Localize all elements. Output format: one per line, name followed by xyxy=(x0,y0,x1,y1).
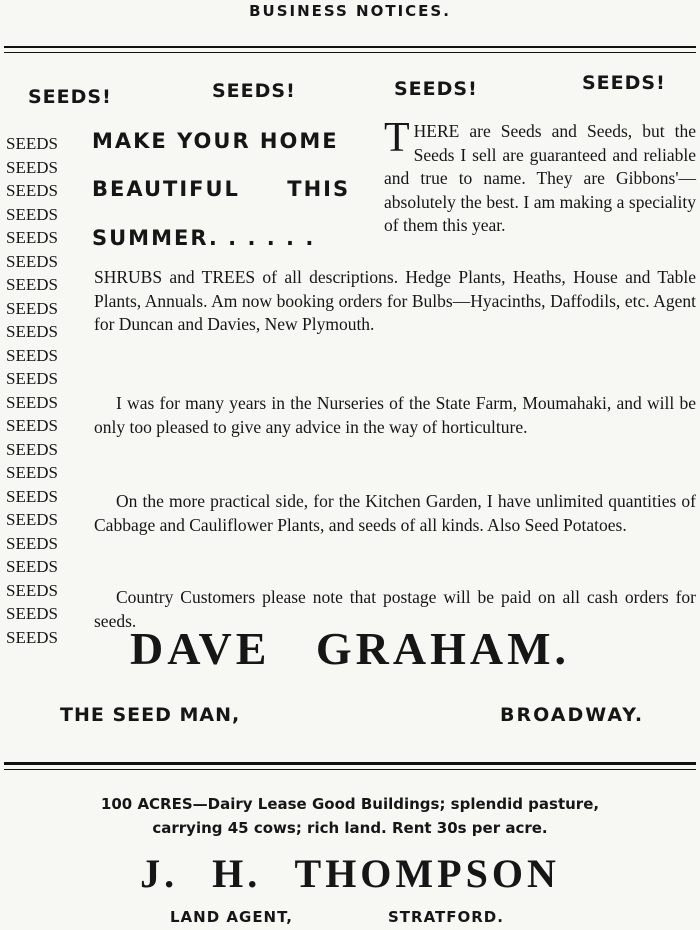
seeds-side-column xyxy=(6,132,86,649)
agent-location: STRATFORD. xyxy=(388,908,504,926)
intro-text: HERE are Seeds and Seeds, but the Seeds I sell are guaranteed and reliable and true to name. They are Gibbons'—absolutely the best. I am making a speciality of them this year. xyxy=(384,121,696,235)
seeds-side-item: SEEDS xyxy=(6,275,58,294)
top-rule-thin xyxy=(4,52,696,53)
agent-title: LAND AGENT, xyxy=(170,908,293,926)
headline-line-2: BEAUTIFUL THIS xyxy=(92,177,351,201)
seeds-side-item: SEEDS xyxy=(6,228,58,247)
seeds-side-item: SEEDS xyxy=(6,322,58,341)
intro-paragraph xyxy=(384,115,696,238)
seeds-side-item: SEEDS xyxy=(6,157,58,177)
seeds-side-item: SEEDS xyxy=(6,181,58,200)
intro-dropcap: T xyxy=(384,115,410,161)
nurseries-paragraph: I was for many years in the Nurseries of the State Farm, Moumahaki, and will be only too pleased to give any advice in the way of horticulture. xyxy=(94,393,696,437)
seeds-side-item: SEEDS xyxy=(6,298,58,318)
seeds-side-item: SEEDS xyxy=(6,604,58,623)
seeds-side-item: SEEDS xyxy=(6,392,58,412)
land-ad-line-2: carrying 45 cows; rich land. Rent 30s per acre. xyxy=(152,819,548,837)
seeds-side-item: SEEDS xyxy=(6,369,58,388)
divider-rule xyxy=(4,762,696,765)
kitchen-paragraph: On the more practical side, for the Kitchen Garden, I have unlimited quantities of Cabbage and Cauliflower Plants, and seeds of all kinds. Also Seed Potatoes. xyxy=(94,491,696,535)
seeds-side-item: SEEDS xyxy=(6,510,58,529)
seeds-side-item: SEEDS xyxy=(6,486,58,506)
seeds-side-item: SEEDS xyxy=(6,580,58,600)
section-header: BUSINESS NOTICES. xyxy=(249,2,451,20)
seeds-top-1: SEEDS! xyxy=(28,86,112,108)
land-ad-line-1: 100 ACRES—Dairy Lease Good Buildings; splendid pasture, xyxy=(100,795,600,813)
seeds-side-item: SEEDS xyxy=(6,416,58,435)
shrubs-paragraph: SHRUBS and TREES of all descriptions. Hedge Plants, Heaths, House and Table Plants, Annuals. Am now booking orders for Bulbs—Hyacinths, Daffodils, etc. Agent for Duncan and Davies, New Plymouth. xyxy=(94,267,696,334)
advertiser-name: DAVE GRAHAM. xyxy=(129,623,571,674)
seeds-side-item: SEEDS xyxy=(6,204,58,224)
seeds-top-3: SEEDS! xyxy=(394,78,478,100)
seeds-top-2: SEEDS! xyxy=(212,80,296,102)
seeds-top-4: SEEDS! xyxy=(582,72,666,94)
headline-line-1: MAKE YOUR HOME xyxy=(92,129,339,153)
seeds-side-item: SEEDS xyxy=(6,251,58,271)
headline-line-3: SUMMER. . . . . . xyxy=(92,226,316,250)
seeds-side-item: SEEDS xyxy=(6,439,58,459)
seeds-side-item: SEEDS xyxy=(6,345,58,365)
seeds-side-item: SEEDS xyxy=(6,557,58,576)
seeds-side-item: SEEDS xyxy=(6,134,58,153)
divider-rule-thin xyxy=(4,769,696,770)
seeds-side-item: SEEDS xyxy=(6,627,58,647)
seeds-side-item: SEEDS xyxy=(6,463,58,482)
seeds-side-item: SEEDS xyxy=(6,533,58,553)
advertiser-title: THE SEED MAN, xyxy=(60,704,241,726)
agent-name: J. H. THOMPSON xyxy=(140,851,560,896)
top-rule xyxy=(4,46,696,48)
advertiser-location: BROADWAY. xyxy=(500,704,645,726)
country-paragraph: Country Customers please note that postage will be paid on all cash orders for seeds. xyxy=(94,587,696,631)
